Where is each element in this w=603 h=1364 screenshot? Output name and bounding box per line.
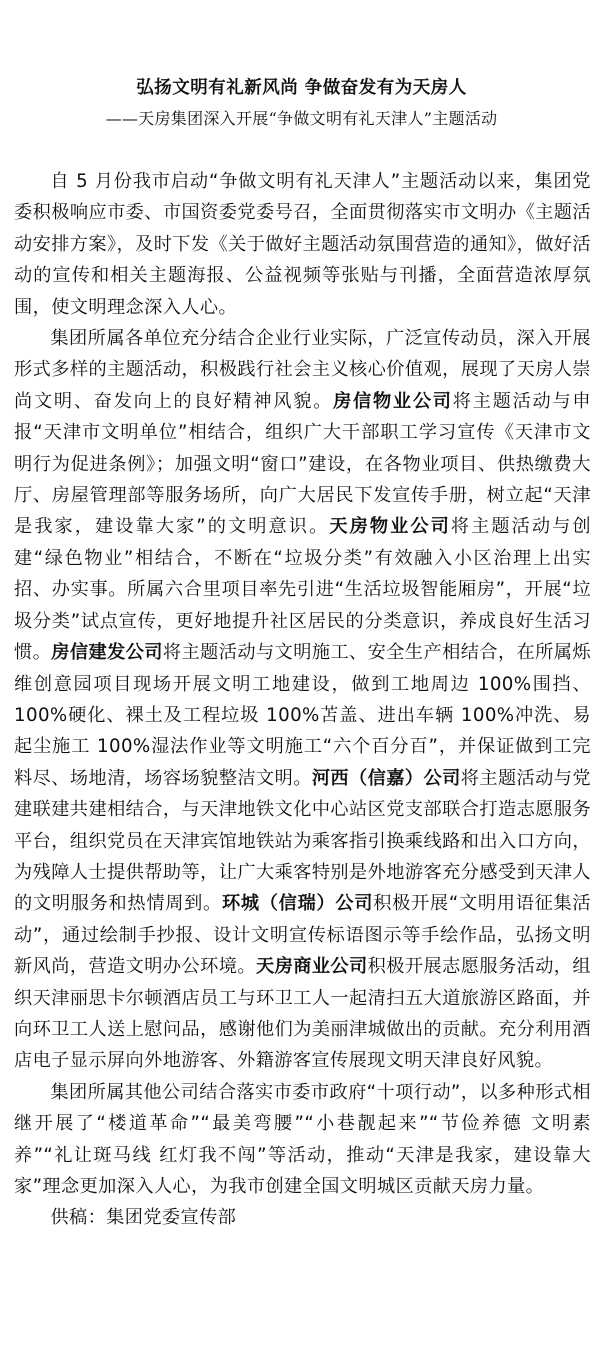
paragraph-text: 集团所属各单位充分结合企业行业实际，广泛宣传动员，深入开展形式多样的主题活动，积极践行社会主义核心价值观，展现了天房人崇尚文明、奋发向上的良好精神风貌。 bbox=[14, 328, 591, 412]
paragraph-units bbox=[14, 323, 591, 1077]
article-title: 弘扬文明有礼新风尚 争做奋发有为天房人 bbox=[136, 78, 467, 98]
paragraph-text: 将主题活动与文明施工、安全生产相结合，在所属烁维创意园项目现场开展文明工地建设，做到工地周边 100%围挡、100%硬化、裸土及工程垃圾 100%苫盖、进出车辆 100%冲洗、易起尘施工 100%湿法作业等文明施工“六个百分百”，并保证做到工完料尽、场地清，场容场貌整洁文明。 bbox=[14, 642, 591, 789]
company-name-hexi-xinjia: 河西（信嘉）公司 bbox=[311, 767, 461, 789]
article-subtitle: ——天房集团深入开展“争做文明有礼天津人”主题活动 bbox=[105, 109, 498, 128]
article-body bbox=[14, 166, 591, 1234]
article-source: 供稿：集团党委宣传部 bbox=[50, 1207, 237, 1229]
paragraph-intro bbox=[14, 166, 591, 323]
paragraph-text: 将主题活动与申报“天津市文明单位”相结合，组织广大干部职工学习宣传《天津市文明行为促进条例》；加强文明“窗口”建设，在各物业项目、供热缴费大厅、房屋管理部等服务场所，向广大居民下发宣传手册，树立起“天津是我家，建设靠大家”的文明意识。 bbox=[14, 390, 591, 538]
paragraph-text: 将主题活动与创建“绿色物业”相结合，不断在“垃圾分类”有效融入小区治理上出实招、办实事。所属六合里项目率先引进“生活垃圾智能厢房”，开展“垃圾分类”试点宣传，更好地提升社区居民的分类意识，养成良好生活习惯。 bbox=[14, 516, 591, 664]
company-name-fangxin-jianfa: 房信建发公司 bbox=[51, 642, 163, 664]
paragraph-text: 将主题活动与党建联建共建相结合，与天津地铁文化中心站区党支部联合打造志愿服务平台，组织党员在天津宾馆地铁站为乘客指引换乘线路和出入口方向，为残障人士提供帮助等，让广大乘客特别是外地游客充分感受到天津人的文明服务和热情周到。 bbox=[14, 767, 591, 915]
paragraph-text: 集团所属其他公司结合落实市委市政府“十项行动”，以多种形式相继开展了“楼道革命”“最美弯腰”“小巷靓起来”“节俭养德 文明素养”“礼让斑马线 红灯我不闯”等活动，推动“天津是我家，建设靠大家”理念更加深入人心，为我市创建全国文明城区贡献天房力量。 bbox=[14, 1081, 591, 1197]
company-name-tianfang-commerce: 天房商业公司 bbox=[255, 956, 368, 978]
paragraph-text: 自 5 月份我市启动“争做文明有礼天津人”主题活动以来，集团党委积极响应市委、市国资委党委号召，全面贯彻落实市文明办《主题活动安排方案》，及时下发《关于做好主题活动氛围营造的通知》，做好活动的宣传和相关主题海报、公益视频等张贴与刊播，全面营造浓厚氛围，使文明理念深入人心。 bbox=[14, 171, 591, 318]
paragraph-text: 积极开展“文明用语征集活动”，通过绘制手抄报、设计文明宣传标语图示等手绘作品，弘扬文明新风尚，营造文明办公环境。 bbox=[14, 893, 591, 978]
company-name-fangxin-property: 房信物业公司 bbox=[333, 390, 453, 412]
company-name-tianfang-property: 天房物业公司 bbox=[329, 516, 451, 538]
paragraph-text: 积极开展志愿服务活动，组织天津丽思卡尔顿酒店员工与环卫工人一起清扫五大道旅游区路面，并向环卫工人送上慰问品，感谢他们为美丽津城做出的贡献。充分利用酒店电子显示屏向外地游客、外籍游客宣传展现文明天津良好风貌。 bbox=[14, 956, 592, 1072]
paragraph-other-companies bbox=[14, 1077, 591, 1203]
company-name-huancheng-xinrui: 环城（信瑞）公司 bbox=[221, 893, 374, 915]
